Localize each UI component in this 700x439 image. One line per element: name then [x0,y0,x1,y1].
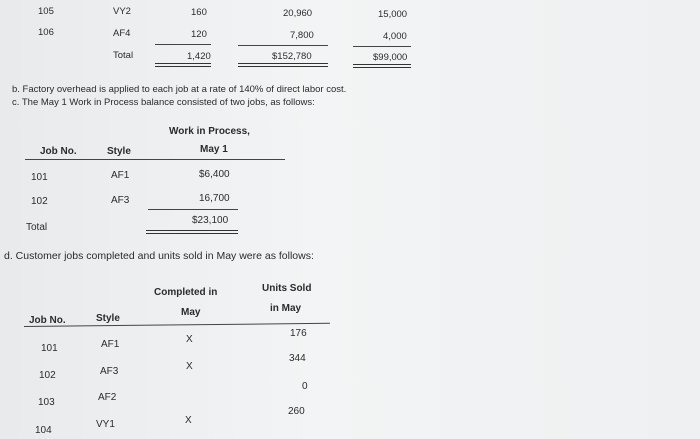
total-double-rule [238,63,328,67]
top-row-amount-a: 20,960 [283,8,313,19]
top-row-amount-a: 7,800 [290,30,314,41]
jobs-row-style: AF1 [101,339,120,350]
wip-row-job: 102 [31,196,48,207]
top-total-amount-b: $99,000 [373,52,408,63]
jobs-row-units: 260 [288,406,305,417]
wip-header-style: Style [107,146,131,157]
jobs-row-units: 0 [302,381,308,392]
jobs-row-completed: X [186,361,193,372]
top-row-units: 160 [191,7,207,18]
wip-row-style: AF1 [111,170,130,181]
jobs-header-completed-line2: May [181,307,201,318]
jobs-header-units-line1: Units Sold [262,283,312,294]
jobs-header-units-line2: in May [270,303,302,314]
wip-row-value: $6,400 [199,169,230,180]
wip-total-label: Total [26,222,48,233]
top-total-label: Total [113,50,134,61]
top-row-job: 105 [38,6,54,17]
wip-header-line1: Work in Process, [169,126,250,137]
jobs-row-style: VY1 [96,419,115,430]
wip-row-style: AF3 [111,195,130,206]
top-total-amount-a: $152,780 [272,51,312,62]
subtotal-rule [155,44,211,45]
jobs-header-job: Job No. [29,315,66,326]
jobs-row-job: 102 [39,370,56,381]
note-d: d. Customer jobs completed and units sold in May were as follows: [4,250,314,262]
jobs-row-job: 104 [35,425,52,436]
jobs-row-completed: X [186,334,193,345]
jobs-header-completed-line1: Completed in [154,287,218,298]
top-row-units: 120 [191,29,207,40]
total-double-rule [353,64,411,68]
wip-total-value: $23,100 [192,215,229,226]
top-row-job: 106 [38,27,54,38]
note-c: c. The May 1 Work in Process balance consisted of two jobs, as follows: [12,97,315,108]
jobs-row-style: AF2 [98,392,117,403]
wip-total-double-rule [146,230,238,234]
wip-row-value: 16,700 [199,193,230,204]
subtotal-rule [238,45,328,46]
wip-header-job: Job No. [40,146,77,157]
top-row-amount-b: 4,000 [383,31,407,42]
top-row-style: AF4 [113,28,131,39]
jobs-row-completed: X [185,415,192,426]
jobs-row-units: 176 [290,328,307,339]
wip-subtotal-rule [148,209,238,210]
wip-header-line2: May 1 [200,144,228,155]
jobs-header-rule [24,323,330,327]
total-double-rule [155,63,211,67]
jobs-row-style: AF3 [100,366,119,377]
jobs-row-units: 344 [289,353,306,364]
jobs-row-job: 103 [38,397,55,408]
subtotal-rule [353,46,411,47]
jobs-header-style: Style [96,313,120,324]
note-b: b. Factory overhead is applied to each job at a rate of 140% of direct labor cost. [12,84,347,95]
wip-header-rule [25,159,285,160]
top-total-units: 1,420 [187,51,211,62]
jobs-row-job: 101 [41,343,58,354]
wip-row-job: 101 [31,172,48,183]
top-row-style: VY2 [113,6,131,17]
top-row-amount-b: 15,000 [378,9,408,20]
